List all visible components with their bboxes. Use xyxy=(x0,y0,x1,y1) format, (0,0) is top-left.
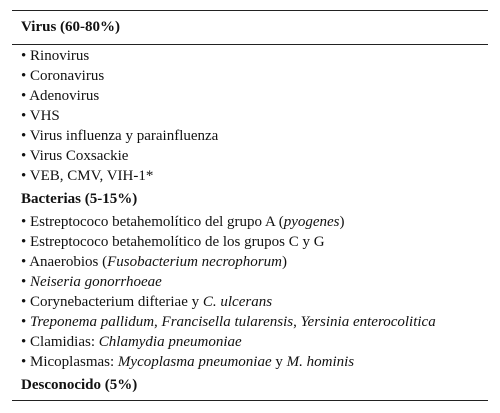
etiology-table xyxy=(12,10,488,401)
list-item xyxy=(21,166,153,186)
item-text-part: Adenovirus xyxy=(29,88,100,104)
item-text-part: Rinovirus xyxy=(30,48,90,64)
item-text-part: Treponema pallidum xyxy=(30,314,155,330)
item-text-part: Virus influenza y parainfluenza xyxy=(29,128,219,144)
bullet-icon: • xyxy=(21,214,31,230)
list-item xyxy=(21,212,345,232)
list-item xyxy=(21,86,99,106)
item-text-part: Corynebacterium difteriae y xyxy=(30,294,203,310)
list-item xyxy=(21,312,436,332)
item-text-part: M. hominis xyxy=(286,354,355,370)
item-text-part: Francisella tularensis xyxy=(161,314,294,330)
item-text-part: VHS xyxy=(29,108,60,124)
item-text-part: Estreptococo betahemolítico del grupo A ( xyxy=(30,214,284,230)
list-item xyxy=(21,272,162,292)
list-item xyxy=(21,252,287,272)
bullet-icon: • xyxy=(21,48,31,64)
table-header-row xyxy=(12,11,488,45)
section-heading-virus: Virus (60-80%) xyxy=(21,19,121,35)
bullet-icon: • xyxy=(21,108,30,124)
item-text-part: C. ulcerans xyxy=(202,294,273,310)
bullet-icon: • xyxy=(21,294,31,310)
item-text-part: ) xyxy=(339,214,345,230)
item-text-part: VEB, CMV, VIH-1* xyxy=(29,168,154,184)
list-item xyxy=(21,46,89,66)
list-item xyxy=(21,232,325,252)
bullet-icon: • xyxy=(21,334,31,350)
list-item xyxy=(21,146,128,166)
bullet-icon: • xyxy=(21,168,30,184)
item-text-part: pyogenes xyxy=(283,214,340,230)
item-text-part: Mycoplasma pneumoniae xyxy=(117,354,272,370)
item-text-part: Chlamydia pneumoniae xyxy=(98,334,242,350)
bullet-icon: • xyxy=(21,274,31,290)
item-text-part: Micoplasmas: xyxy=(30,354,118,370)
list-item xyxy=(21,66,104,86)
bullet-icon: • xyxy=(21,354,31,370)
item-text-part: Anaerobios ( xyxy=(29,254,108,270)
item-text-part: Estreptococo betahemolítico de los grupos C y G xyxy=(30,234,325,250)
item-text-part: Coronavirus xyxy=(30,68,105,84)
list-item xyxy=(21,106,60,126)
section-heading: Bacterias (5-15%) xyxy=(21,191,138,207)
bullet-icon: • xyxy=(21,68,31,84)
list-item xyxy=(21,352,354,372)
section-heading: Desconocido (5%) xyxy=(21,377,138,393)
list-item xyxy=(21,332,242,352)
bullet-icon: • xyxy=(21,254,30,270)
bullet-icon: • xyxy=(21,128,30,144)
item-text-part: Neiseria gonorrhoeae xyxy=(30,274,162,290)
item-text-part: y xyxy=(271,354,287,370)
list-item xyxy=(21,126,218,146)
item-text-part: Yersinia enterocolitica xyxy=(300,314,436,330)
item-text-part: ) xyxy=(281,254,287,270)
list-item xyxy=(21,292,272,312)
bullet-icon: • xyxy=(21,314,31,330)
bullet-icon: • xyxy=(21,234,31,250)
bullet-icon: • xyxy=(21,148,30,164)
item-text-part: , xyxy=(293,314,301,330)
item-text-part: Virus Coxsackie xyxy=(29,148,129,164)
item-text-part: Fusobacterium necrophorum xyxy=(107,254,282,270)
bullet-icon: • xyxy=(21,88,30,104)
item-text-part: Clamidias: xyxy=(30,334,99,350)
item-text-part: , xyxy=(154,314,162,330)
